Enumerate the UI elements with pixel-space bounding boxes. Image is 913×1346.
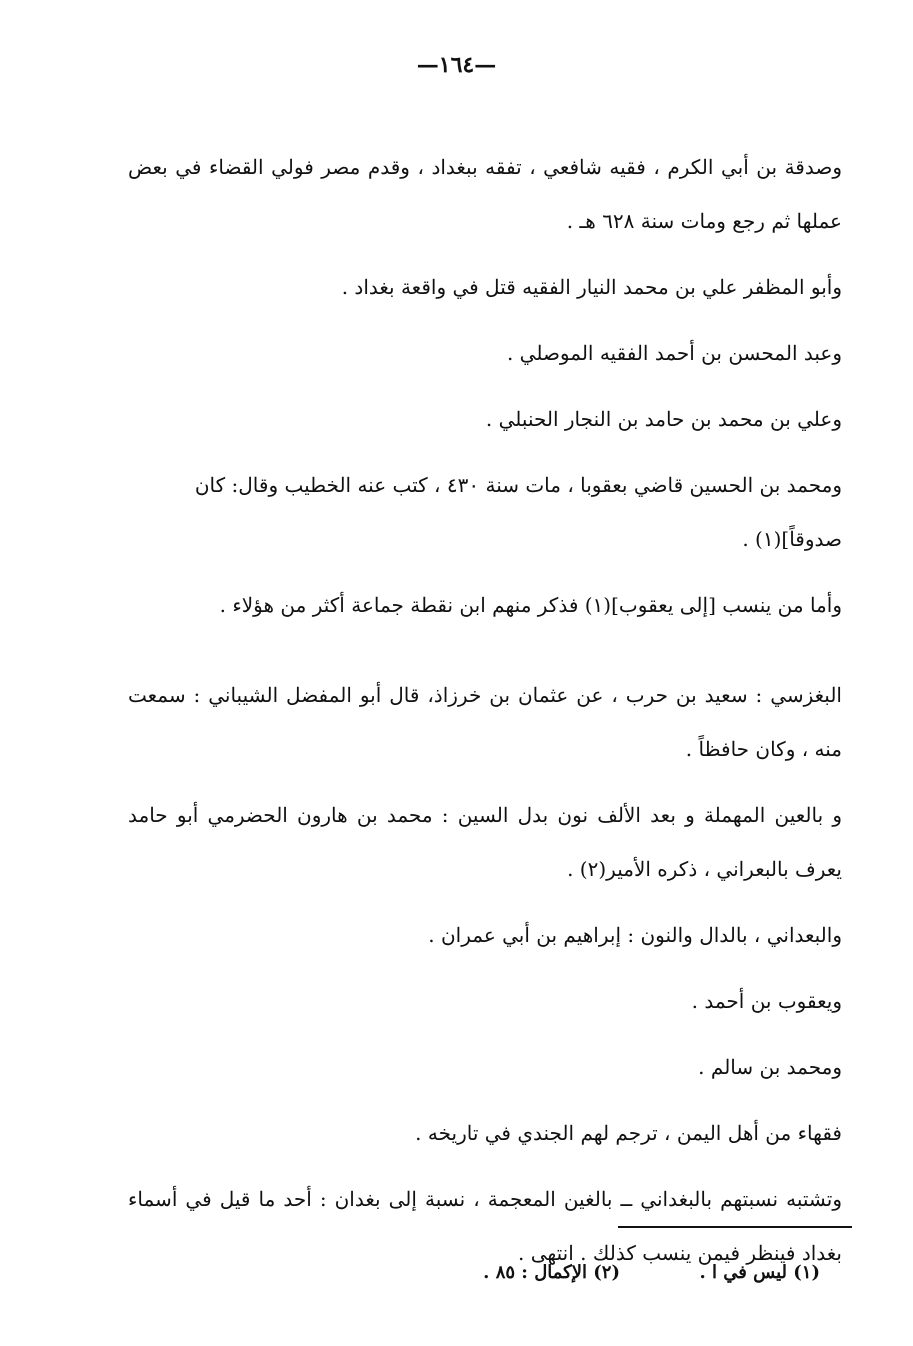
paragraph-sadaqa: وصدقة بن أبي الكرم ، فقيه شافعي ، تفقه ببغداد ، وقدم مصر فولي القضاء في بعض عملها ثم رجع ومات سنة ٦٢٨ هـ .	[128, 155, 842, 233]
body-text	[128, 140, 842, 1292]
footnote-1: (١) ليس في ا .	[699, 1262, 820, 1283]
paragraph-abd-al-muhsin: وعبد المحسن بن أحمد الفقيه الموصلي .	[506, 341, 842, 365]
paragraph-ali-ibn-muhammad: وعلي بن محمد بن حامد بن النجار الحنبلي .	[485, 407, 842, 431]
page-number: —١٦٤—	[416, 52, 497, 78]
paragraph-abu-al-muzaffar: وأبو المظفر علي بن محمد النيار الفقيه قتل في واقعة بغداد .	[341, 275, 842, 299]
paragraph-baghdani: وتشتبه نسبتهم بالبغداني ــ بالغين المعجمة ، نسبة إلى بغدان : أحد ما قيل في أسماء بغداد فينظر فيمن ينسب كذلك . انتهى .	[128, 1187, 842, 1265]
paragraph-al-baghzasi: البغزسي : سعيد بن حرب ، عن عثمان بن خرزاذ، قال أبو المفضل الشيباني : سمعت منه ، وكان حافظاً .	[128, 683, 842, 761]
paragraph-al-baarani: و بالعين المهملة و بعد الألف نون بدل السين : محمد بن هارون الحضرمي أبو حامد يعرف بالبعراني ، ذكره الأمير(٢) .	[128, 803, 842, 881]
footnotes	[380, 1262, 820, 1302]
paragraph-al-badani: والبعداني ، بالدال والنون : إبراهيم بن أبي عمران .	[428, 923, 842, 947]
paragraph-fuqaha-yemen: فقهاء من أهل اليمن ، ترجم لهم الجندي في تاريخه .	[415, 1121, 842, 1145]
paragraph-yaqub-ibn-ahmad: ويعقوب بن أحمد .	[691, 989, 842, 1013]
footnote-divider	[618, 1226, 852, 1228]
paragraph-muhammad-ibn-al-husayn: ومحمد بن الحسين قاضي بعقوبا ، مات سنة ٤٣٠ ، كتب عنه الخطيب وقال: كان صدوقاً](١) .	[194, 473, 842, 551]
footnote-2: (٢) الإكمال : ٨٥ .	[483, 1262, 620, 1283]
paragraph-muhammad-ibn-salim: ومحمد بن سالم .	[698, 1055, 842, 1079]
paragraph-yaqub-nisba: وأما من ينسب [إلى يعقوب](١) فذكر منهم ابن نقطة جماعة أكثر من هؤلاء .	[219, 593, 842, 617]
